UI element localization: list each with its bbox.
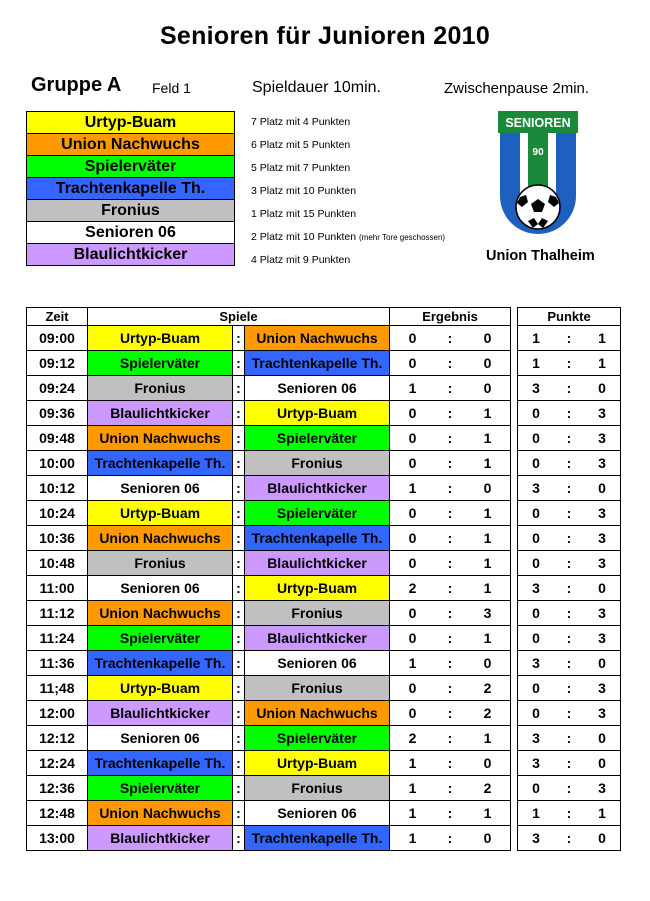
versus-separator: : — [233, 651, 245, 676]
away-goals: 2 — [465, 701, 511, 726]
table-row — [27, 751, 511, 776]
away-team: Senioren 06 — [245, 376, 390, 401]
away-team: Urtyp-Buam — [245, 401, 390, 426]
home-points: 3 — [518, 576, 555, 601]
match-time: 10:12 — [27, 476, 88, 501]
match-time: 11:12 — [27, 601, 88, 626]
home-goals: 0 — [390, 701, 436, 726]
table-row — [518, 776, 621, 801]
away-points: 3 — [584, 401, 621, 426]
match-time: 10:24 — [27, 501, 88, 526]
table-row — [27, 726, 511, 751]
standing-item — [251, 180, 445, 203]
score-separator: : — [435, 826, 465, 851]
home-goals: 0 — [390, 676, 436, 701]
away-team: Senioren 06 — [245, 801, 390, 826]
score-separator: : — [435, 551, 465, 576]
versus-separator: : — [233, 376, 245, 401]
home-team: Senioren 06 — [88, 476, 233, 501]
away-goals: 1 — [465, 426, 511, 451]
versus-separator: : — [233, 451, 245, 476]
table-row — [518, 801, 621, 826]
away-goals: 1 — [465, 726, 511, 751]
away-team: Spielerväter — [245, 501, 390, 526]
team-legend-item: Trachtenkapelle Th. — [27, 178, 235, 200]
home-team: Urtyp-Buam — [88, 501, 233, 526]
score-separator: : — [435, 776, 465, 801]
standing-item — [251, 111, 445, 134]
away-goals: 1 — [465, 501, 511, 526]
table-row — [518, 501, 621, 526]
home-goals: 0 — [390, 626, 436, 651]
schedule-table — [26, 307, 511, 851]
away-points: 3 — [584, 701, 621, 726]
home-points: 0 — [518, 426, 555, 451]
score-separator: : — [435, 376, 465, 401]
table-row — [518, 351, 621, 376]
table-row — [27, 676, 511, 701]
away-goals: 0 — [465, 376, 511, 401]
match-time: 12:00 — [27, 701, 88, 726]
home-points: 0 — [518, 626, 555, 651]
table-row — [27, 351, 511, 376]
home-goals: 1 — [390, 751, 436, 776]
table-row — [518, 476, 621, 501]
away-team: Blaulichtkicker — [245, 551, 390, 576]
home-goals: 1 — [390, 651, 436, 676]
away-points: 3 — [584, 626, 621, 651]
versus-separator: : — [233, 501, 245, 526]
home-goals: 1 — [390, 801, 436, 826]
home-goals: 1 — [390, 376, 436, 401]
points-separator: : — [554, 826, 584, 851]
away-goals: 0 — [465, 476, 511, 501]
away-goals: 1 — [465, 401, 511, 426]
home-team: Urtyp-Buam — [88, 326, 233, 351]
table-row — [27, 501, 511, 526]
table-row — [27, 601, 511, 626]
points-table — [517, 307, 621, 851]
away-team: Trachtenkapelle Th. — [245, 351, 390, 376]
versus-separator: : — [233, 826, 245, 851]
club-name: Union Thalheim — [486, 248, 595, 264]
home-team: Union Nachwuchs — [88, 426, 233, 451]
table-row — [27, 426, 511, 451]
away-team: Trachtenkapelle Th. — [245, 826, 390, 851]
standings-list — [251, 111, 445, 272]
away-points: 0 — [584, 576, 621, 601]
away-goals: 1 — [465, 626, 511, 651]
home-goals: 0 — [390, 426, 436, 451]
home-team: Fronius — [88, 376, 233, 401]
match-time: 09:24 — [27, 376, 88, 401]
away-points: 3 — [584, 451, 621, 476]
table-row — [518, 526, 621, 551]
table-row — [518, 726, 621, 751]
away-goals: 1 — [465, 801, 511, 826]
points-separator: : — [554, 726, 584, 751]
away-goals: 2 — [465, 776, 511, 801]
table-row — [518, 401, 621, 426]
points-separator: : — [554, 326, 584, 351]
home-points: 0 — [518, 501, 555, 526]
home-goals: 2 — [390, 576, 436, 601]
home-team: Urtyp-Buam — [88, 676, 233, 701]
versus-separator: : — [233, 626, 245, 651]
points-separator: : — [554, 776, 584, 801]
table-row — [518, 701, 621, 726]
table-row — [27, 801, 511, 826]
away-team: Union Nachwuchs — [245, 701, 390, 726]
home-points: 3 — [518, 751, 555, 776]
table-row — [518, 376, 621, 401]
team-legend-item: Union Nachwuchs — [27, 134, 235, 156]
standing-text: 4 Platz mit 9 Punkten — [251, 254, 351, 266]
away-points: 3 — [584, 426, 621, 451]
versus-separator: : — [233, 326, 245, 351]
match-time: 13:00 — [27, 826, 88, 851]
points-separator: : — [554, 401, 584, 426]
points-separator: : — [554, 676, 584, 701]
table-row — [27, 626, 511, 651]
games-header: Spiele — [88, 308, 390, 326]
score-separator: : — [435, 626, 465, 651]
table-row — [27, 651, 511, 676]
home-team: Senioren 06 — [88, 576, 233, 601]
away-points: 3 — [584, 676, 621, 701]
home-points: 1 — [518, 326, 555, 351]
match-time: 11;48 — [27, 676, 88, 701]
score-separator: : — [435, 476, 465, 501]
away-points: 3 — [584, 601, 621, 626]
away-goals: 0 — [465, 651, 511, 676]
away-goals: 1 — [465, 576, 511, 601]
home-goals: 0 — [390, 501, 436, 526]
table-row — [27, 701, 511, 726]
table-row — [27, 376, 511, 401]
home-points: 3 — [518, 376, 555, 401]
score-separator: : — [435, 351, 465, 376]
versus-separator: : — [233, 476, 245, 501]
away-points: 3 — [584, 526, 621, 551]
away-points: 0 — [584, 376, 621, 401]
match-time: 12:24 — [27, 751, 88, 776]
team-legend-item: Blaulichtkicker — [27, 244, 235, 266]
table-row — [518, 826, 621, 851]
home-goals: 1 — [390, 776, 436, 801]
duration-label: Spieldauer 10min. — [252, 79, 381, 96]
home-points: 0 — [518, 776, 555, 801]
team-legend-item: Spielerväter — [27, 156, 235, 178]
score-separator: : — [435, 651, 465, 676]
match-time: 12:36 — [27, 776, 88, 801]
score-separator: : — [435, 726, 465, 751]
score-separator: : — [435, 401, 465, 426]
break-label: Zwischenpause 2min. — [444, 80, 590, 97]
away-goals: 3 — [465, 601, 511, 626]
home-points: 0 — [518, 701, 555, 726]
versus-separator: : — [233, 576, 245, 601]
points-separator: : — [554, 626, 584, 651]
points-header: Punkte — [518, 308, 621, 326]
home-team: Trachtenkapelle Th. — [88, 651, 233, 676]
table-row — [518, 751, 621, 776]
home-points: 0 — [518, 451, 555, 476]
points-separator: : — [554, 426, 584, 451]
away-points: 0 — [584, 751, 621, 776]
away-team: Spielerväter — [245, 726, 390, 751]
score-separator: : — [435, 676, 465, 701]
away-team: Urtyp-Buam — [245, 751, 390, 776]
home-team: Spielerväter — [88, 626, 233, 651]
home-goals: 0 — [390, 351, 436, 376]
table-row — [27, 551, 511, 576]
logo-top-text: SENIOREN — [505, 116, 571, 130]
score-separator: : — [435, 451, 465, 476]
points-separator: : — [554, 801, 584, 826]
versus-separator: : — [233, 426, 245, 451]
table-row — [27, 476, 511, 501]
standing-text: 6 Platz mit 5 Punkten — [251, 139, 351, 151]
standing-text: 2 Platz mit 10 Punkten — [251, 231, 357, 243]
away-points: 0 — [584, 651, 621, 676]
away-goals: 0 — [465, 751, 511, 776]
points-separator: : — [554, 651, 584, 676]
match-time: 09:12 — [27, 351, 88, 376]
table-row — [518, 426, 621, 451]
home-team: Blaulichtkicker — [88, 401, 233, 426]
versus-separator: : — [233, 701, 245, 726]
home-goals: 0 — [390, 451, 436, 476]
versus-separator: : — [233, 676, 245, 701]
away-goals: 1 — [465, 451, 511, 476]
home-goals: 1 — [390, 476, 436, 501]
match-time: 10:48 — [27, 551, 88, 576]
table-row — [27, 576, 511, 601]
score-separator: : — [435, 801, 465, 826]
match-time: 11:00 — [27, 576, 88, 601]
home-points: 0 — [518, 551, 555, 576]
home-points: 3 — [518, 826, 555, 851]
home-points: 0 — [518, 401, 555, 426]
match-time: 10:00 — [27, 451, 88, 476]
away-team: Blaulichtkicker — [245, 476, 390, 501]
table-row — [27, 826, 511, 851]
standing-item — [251, 249, 445, 272]
away-points: 3 — [584, 501, 621, 526]
score-separator: : — [435, 601, 465, 626]
match-time: 09:00 — [27, 326, 88, 351]
table-row — [518, 326, 621, 351]
table-row — [27, 526, 511, 551]
away-team: Trachtenkapelle Th. — [245, 526, 390, 551]
table-row — [518, 651, 621, 676]
away-team: Fronius — [245, 601, 390, 626]
match-time: 12:48 — [27, 801, 88, 826]
team-list — [26, 111, 235, 266]
points-separator: : — [554, 701, 584, 726]
points-separator: : — [554, 526, 584, 551]
away-points: 3 — [584, 551, 621, 576]
versus-separator: : — [233, 726, 245, 751]
team-legend-item: Urtyp-Buam — [27, 112, 235, 134]
table-row — [518, 676, 621, 701]
home-goals: 0 — [390, 526, 436, 551]
home-team: Union Nachwuchs — [88, 801, 233, 826]
away-team: Spielerväter — [245, 426, 390, 451]
home-team: Union Nachwuchs — [88, 601, 233, 626]
versus-separator: : — [233, 551, 245, 576]
table-row — [518, 451, 621, 476]
team-legend-item: Senioren 06 — [27, 222, 235, 244]
away-goals: 1 — [465, 551, 511, 576]
points-separator: : — [554, 451, 584, 476]
points-separator: : — [554, 476, 584, 501]
points-separator: : — [554, 551, 584, 576]
away-goals: 0 — [465, 326, 511, 351]
home-points: 3 — [518, 651, 555, 676]
time-header: Zeit — [27, 308, 88, 326]
home-points: 0 — [518, 601, 555, 626]
away-team: Fronius — [245, 451, 390, 476]
match-time: 09:36 — [27, 401, 88, 426]
away-points: 0 — [584, 726, 621, 751]
standing-item — [251, 134, 445, 157]
home-points: 1 — [518, 801, 555, 826]
away-team: Senioren 06 — [245, 651, 390, 676]
points-separator: : — [554, 376, 584, 401]
table-row — [27, 776, 511, 801]
home-team: Fronius — [88, 551, 233, 576]
score-separator: : — [435, 701, 465, 726]
away-points: 0 — [584, 826, 621, 851]
away-goals: 0 — [465, 826, 511, 851]
score-separator: : — [435, 326, 465, 351]
home-team: Spielerväter — [88, 776, 233, 801]
away-points: 1 — [584, 801, 621, 826]
score-separator: : — [435, 501, 465, 526]
table-row — [27, 326, 511, 351]
match-time: 09:48 — [27, 426, 88, 451]
table-row — [27, 451, 511, 476]
table-row — [27, 401, 511, 426]
away-goals: 2 — [465, 676, 511, 701]
versus-separator: : — [233, 526, 245, 551]
home-points: 0 — [518, 676, 555, 701]
standing-item — [251, 226, 445, 249]
home-team: Trachtenkapelle Th. — [88, 451, 233, 476]
away-points: 1 — [584, 326, 621, 351]
home-goals: 0 — [390, 401, 436, 426]
versus-separator: : — [233, 351, 245, 376]
away-goals: 1 — [465, 526, 511, 551]
standing-text: 5 Platz mit 7 Punkten — [251, 162, 351, 174]
home-team: Blaulichtkicker — [88, 826, 233, 851]
table-row — [518, 576, 621, 601]
away-team: Fronius — [245, 776, 390, 801]
club-logo-icon — [498, 111, 578, 241]
score-separator: : — [435, 526, 465, 551]
away-points: 3 — [584, 776, 621, 801]
result-header: Ergebnis — [390, 308, 511, 326]
score-separator: : — [435, 576, 465, 601]
score-separator: : — [435, 426, 465, 451]
home-team: Union Nachwuchs — [88, 526, 233, 551]
points-separator: : — [554, 501, 584, 526]
home-goals: 0 — [390, 601, 436, 626]
home-points: 3 — [518, 726, 555, 751]
away-team: Blaulichtkicker — [245, 626, 390, 651]
away-team: Fronius — [245, 676, 390, 701]
versus-separator: : — [233, 601, 245, 626]
versus-separator: : — [233, 401, 245, 426]
home-points: 0 — [518, 526, 555, 551]
page-title: Senioren für Junioren 2010 — [159, 22, 491, 50]
score-separator: : — [435, 751, 465, 776]
versus-separator: : — [233, 801, 245, 826]
match-time: 12:12 — [27, 726, 88, 751]
standing-item — [251, 157, 445, 180]
team-legend-item: Fronius — [27, 200, 235, 222]
away-team: Union Nachwuchs — [245, 326, 390, 351]
table-row — [518, 551, 621, 576]
match-time: 10:36 — [27, 526, 88, 551]
standing-item — [251, 203, 445, 226]
away-goals: 0 — [465, 351, 511, 376]
field-label: Feld 1 — [152, 80, 191, 96]
table-row — [518, 601, 621, 626]
home-team: Senioren 06 — [88, 726, 233, 751]
home-goals: 2 — [390, 726, 436, 751]
table-row — [518, 626, 621, 651]
group-label: Gruppe A — [31, 74, 122, 96]
match-time: 11:36 — [27, 651, 88, 676]
away-team: Urtyp-Buam — [245, 576, 390, 601]
points-separator: : — [554, 576, 584, 601]
home-goals: 0 — [390, 551, 436, 576]
standing-text: 1 Platz mit 15 Punkten — [251, 208, 357, 220]
match-time: 11:24 — [27, 626, 88, 651]
logo-number: 06 — [532, 145, 544, 156]
points-separator: : — [554, 751, 584, 776]
home-team: Trachtenkapelle Th. — [88, 751, 233, 776]
home-team: Blaulichtkicker — [88, 701, 233, 726]
away-points: 1 — [584, 351, 621, 376]
versus-separator: : — [233, 751, 245, 776]
points-separator: : — [554, 351, 584, 376]
home-points: 1 — [518, 351, 555, 376]
home-goals: 1 — [390, 826, 436, 851]
standing-text: 3 Platz mit 10 Punkten — [251, 185, 357, 197]
standing-note: (mehr Tore geschossen) — [358, 233, 446, 242]
standing-text: 7 Platz mit 4 Punkten — [251, 116, 351, 128]
home-points: 3 — [518, 476, 555, 501]
versus-separator: : — [233, 776, 245, 801]
points-separator: : — [554, 601, 584, 626]
away-points: 0 — [584, 476, 621, 501]
home-team: Spielerväter — [88, 351, 233, 376]
home-goals: 0 — [390, 326, 436, 351]
